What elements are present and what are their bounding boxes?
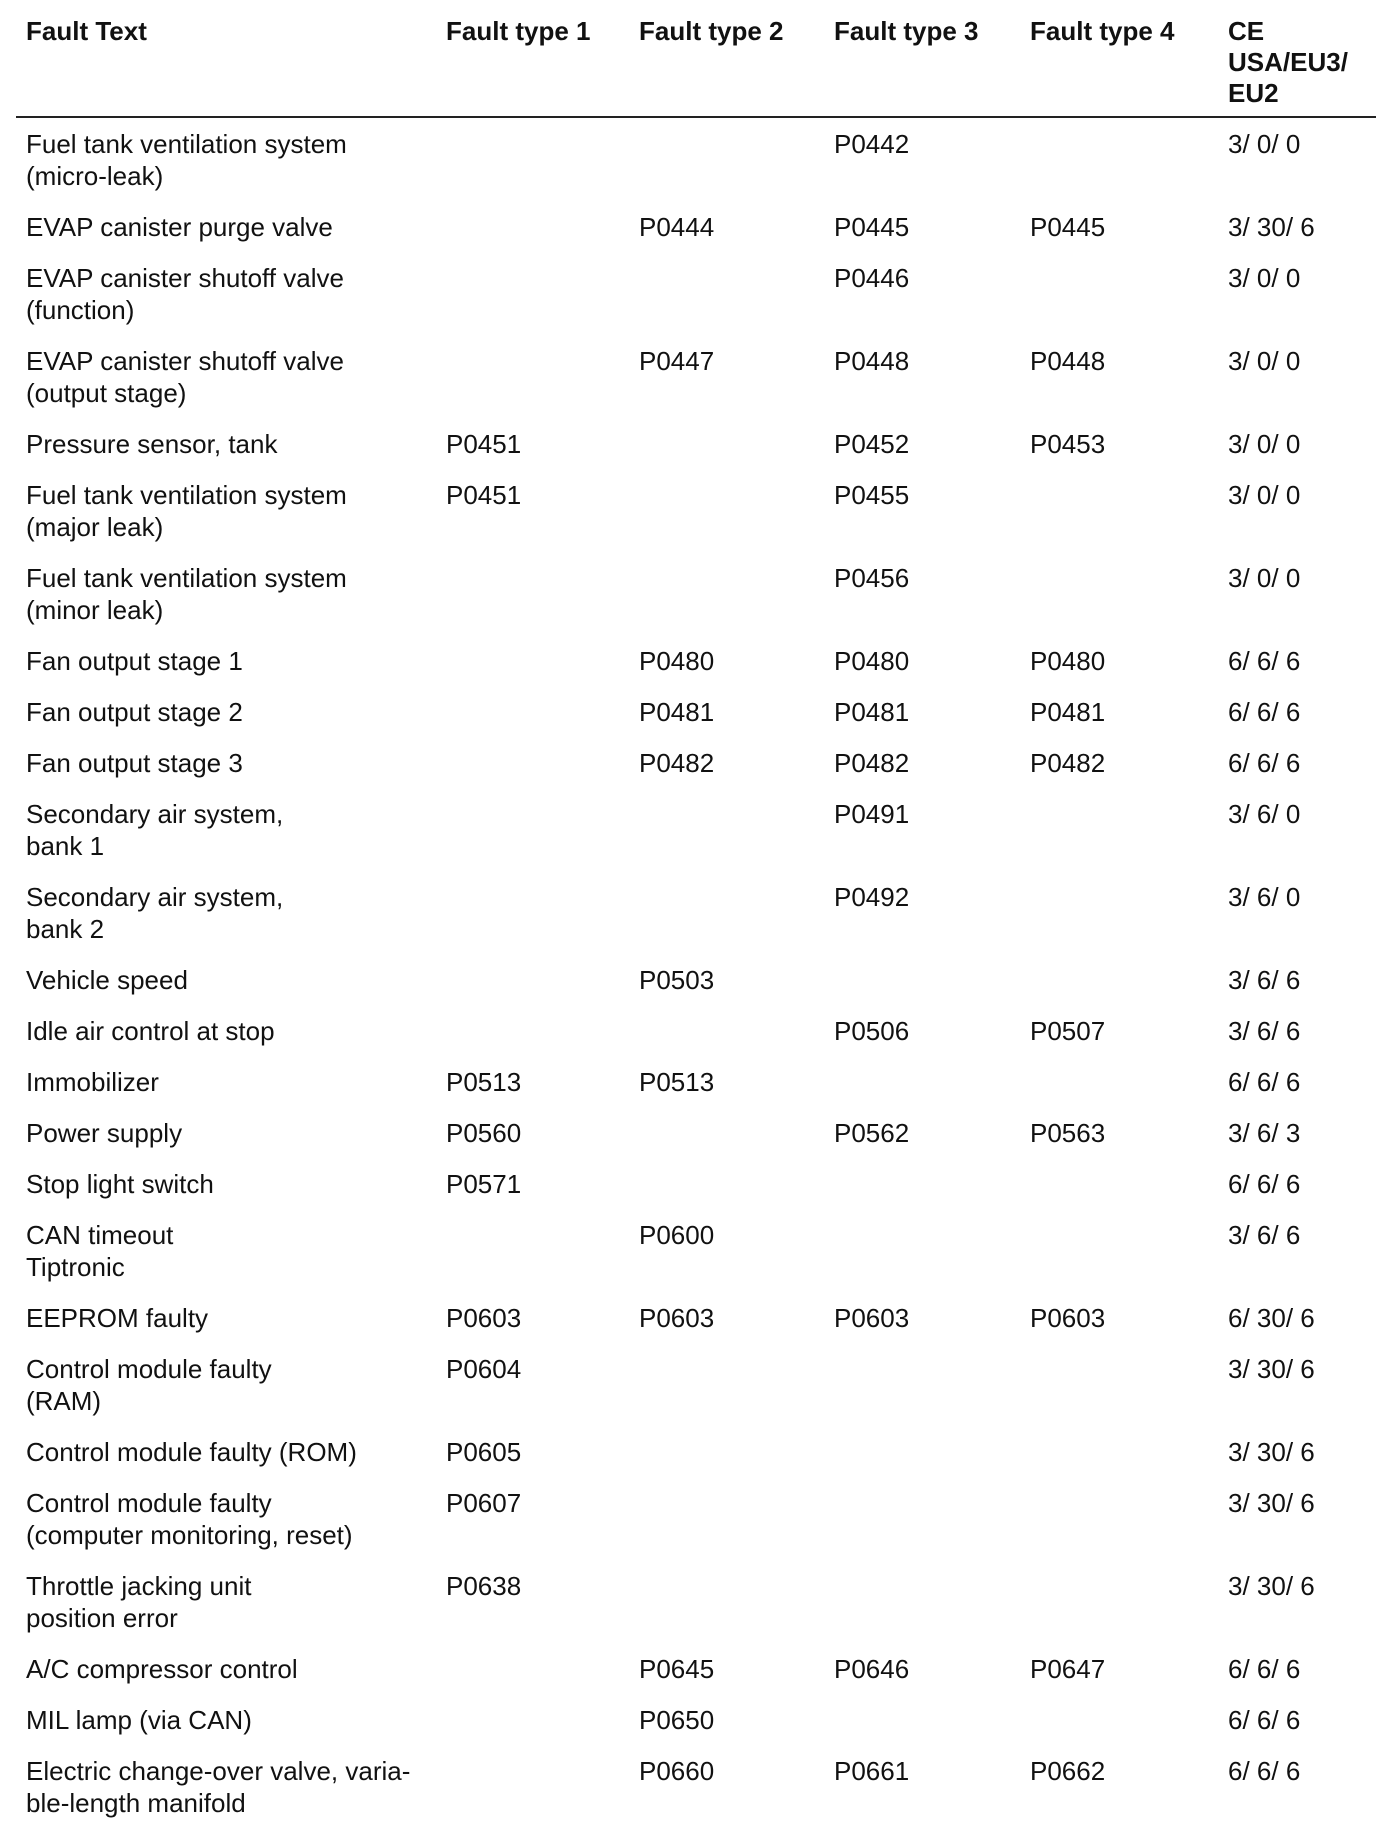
fault-type-1-cell xyxy=(436,335,629,418)
fault-type-3-cell xyxy=(824,1560,1020,1643)
fault-text-line: EVAP canister purge valve xyxy=(26,212,333,242)
fault-type-3-cell: P0492 xyxy=(834,882,910,912)
fault-type-4-cell xyxy=(1020,252,1218,335)
ce-value-cell: 3/ 0/ 0 xyxy=(1228,480,1301,510)
ce-value-cell: 3/ 30/ 6 xyxy=(1228,1571,1315,1601)
fault-type-1-cell: P0605 xyxy=(446,1437,522,1467)
fault-type-1-cell xyxy=(436,1209,629,1292)
fault-type-3-cell xyxy=(824,1426,1020,1477)
header-ce-line: CE xyxy=(1228,16,1265,46)
fault-text-line: Immobilizer xyxy=(26,1067,159,1097)
fault-text-line: Fuel tank ventilation system xyxy=(26,129,347,159)
fault-type-2-cell xyxy=(629,1426,824,1477)
fault-text-line: EVAP canister shutoff valve xyxy=(26,263,344,293)
fault-type-1-cell: P0638 xyxy=(446,1571,522,1601)
fault-text-line: (computer monitoring, reset) xyxy=(26,1520,353,1550)
fault-text-cell xyxy=(16,1158,436,1209)
fault-type-1-cell: P0451 xyxy=(446,480,522,510)
ce-value-cell: 6/ 6/ 6 xyxy=(1228,1654,1301,1684)
fault-type-2-cell: P0480 xyxy=(639,646,715,676)
fault-type-4-cell xyxy=(1020,871,1218,954)
fault-type-2-cell: P0645 xyxy=(639,1654,715,1684)
fault-type-2-cell xyxy=(629,117,824,201)
fault-type-3-cell: P0442 xyxy=(834,129,910,159)
header-ce-line: USA/EU3/ xyxy=(1228,47,1348,77)
fault-type-1-cell: P0560 xyxy=(446,1118,522,1148)
fault-type-1-cell xyxy=(436,635,629,686)
ce-value-cell: 6/ 6/ 6 xyxy=(1228,1705,1301,1735)
header-fault-type-4: Fault type 4 xyxy=(1020,14,1218,117)
fault-type-3-cell: P0446 xyxy=(834,263,910,293)
fault-text-line: EEPROM faulty xyxy=(26,1303,209,1333)
table-row xyxy=(16,1107,1376,1158)
table-row xyxy=(16,954,1376,1005)
fault-type-1-cell xyxy=(436,552,629,635)
ce-value-cell: 6/ 6/ 6 xyxy=(1228,1169,1301,1199)
fault-type-1-cell xyxy=(436,871,629,954)
fault-type-4-cell xyxy=(1020,1343,1218,1426)
fault-text-line: (major leak) xyxy=(26,512,164,542)
fault-text-line: CAN timeout xyxy=(26,1220,174,1250)
fault-type-4-cell: P0445 xyxy=(1030,212,1106,242)
fault-type-3-cell xyxy=(824,1694,1020,1745)
fault-text-line: Control module faulty xyxy=(26,1354,272,1384)
fault-type-2-cell xyxy=(629,469,824,552)
fault-text-line: MIL lamp (via CAN) xyxy=(26,1705,252,1735)
fault-type-4-cell: P0480 xyxy=(1030,646,1106,676)
ce-value-cell: 3/ 6/ 6 xyxy=(1228,1220,1301,1250)
fault-type-4-cell xyxy=(1020,552,1218,635)
fault-text-cell xyxy=(16,686,436,737)
fault-text-cell xyxy=(16,635,436,686)
fault-type-1-cell: P0604 xyxy=(446,1354,522,1384)
fault-type-3-cell: P0603 xyxy=(834,1303,910,1333)
fault-text-cell xyxy=(16,1694,436,1745)
fault-text-line: Fan output stage 1 xyxy=(26,646,243,676)
fault-type-3-cell: P0491 xyxy=(834,799,910,829)
fault-text-cell xyxy=(16,788,436,871)
fault-type-4-cell: P0662 xyxy=(1030,1756,1106,1786)
table-body xyxy=(16,117,1376,1828)
table-row xyxy=(16,686,1376,737)
fault-text-line: Vehicle speed xyxy=(26,965,188,995)
table-row xyxy=(16,1005,1376,1056)
ce-value-cell: 6/ 6/ 6 xyxy=(1228,748,1301,778)
fault-text-cell xyxy=(16,737,436,788)
fault-text-cell xyxy=(16,117,436,201)
ce-value-cell: 6/ 6/ 6 xyxy=(1228,1756,1301,1786)
fault-type-1-cell xyxy=(436,954,629,1005)
ce-value-cell: 3/ 6/ 6 xyxy=(1228,1016,1301,1046)
fault-type-3-cell xyxy=(824,954,1020,1005)
ce-value-cell: 3/ 0/ 0 xyxy=(1228,429,1301,459)
fault-type-2-cell: P0650 xyxy=(639,1705,715,1735)
fault-text-cell xyxy=(16,954,436,1005)
header-fault-type-1: Fault type 1 xyxy=(436,14,629,117)
fault-text-line: position error xyxy=(26,1603,178,1633)
fault-type-1-cell xyxy=(436,788,629,871)
fault-type-3-cell: P0445 xyxy=(834,212,910,242)
fault-type-3-cell: P0455 xyxy=(834,480,910,510)
header-ce-line: EU2 xyxy=(1228,78,1279,108)
fault-text-line: Throttle jacking unit xyxy=(26,1571,252,1601)
fault-text-line: (output stage) xyxy=(26,378,187,408)
ce-value-cell: 3/ 30/ 6 xyxy=(1228,1488,1315,1518)
header-fault-text: Fault Text xyxy=(16,14,436,117)
fault-type-1-cell: P0607 xyxy=(446,1488,522,1518)
fault-text-line: Fan output stage 3 xyxy=(26,748,243,778)
fault-text-line: (RAM) xyxy=(26,1386,102,1416)
fault-type-2-cell xyxy=(629,1560,824,1643)
fault-text-cell xyxy=(16,1056,436,1107)
table-row xyxy=(16,1745,1376,1828)
fault-type-1-cell: P0513 xyxy=(446,1067,522,1097)
fault-text-line: Secondary air system, xyxy=(26,882,284,912)
fault-type-3-cell: P0562 xyxy=(834,1118,910,1148)
table-row xyxy=(16,737,1376,788)
header-fault-type-2: Fault type 2 xyxy=(629,14,824,117)
fault-type-3-cell: P0661 xyxy=(834,1756,910,1786)
fault-type-4-cell xyxy=(1020,1560,1218,1643)
ce-value-cell: 3/ 30/ 6 xyxy=(1228,1354,1315,1384)
fault-code-document xyxy=(16,14,1376,1828)
fault-text-line: Tiptronic xyxy=(26,1252,125,1282)
ce-value-cell: 3/ 6/ 3 xyxy=(1228,1118,1301,1148)
fault-type-4-cell: P0647 xyxy=(1030,1654,1106,1684)
fault-text-line: bank 2 xyxy=(26,914,105,944)
fault-type-3-cell xyxy=(824,1343,1020,1426)
ce-value-cell: 6/ 6/ 6 xyxy=(1228,646,1301,676)
table-header xyxy=(16,14,1376,117)
fault-text-cell xyxy=(16,1426,436,1477)
fault-type-2-cell: P0447 xyxy=(639,346,715,376)
fault-text-line: Idle air control at stop xyxy=(26,1016,275,1046)
header-fault-type-3: Fault type 3 xyxy=(824,14,1020,117)
fault-type-2-cell xyxy=(629,418,824,469)
ce-value-cell: 3/ 6/ 6 xyxy=(1228,965,1301,995)
table-row xyxy=(16,1477,1376,1560)
fault-type-1-cell xyxy=(436,686,629,737)
fault-type-3-cell xyxy=(824,1158,1020,1209)
fault-type-2-cell: P0481 xyxy=(639,697,715,727)
fault-text-line: (micro-leak) xyxy=(26,161,164,191)
fault-text-line: EVAP canister shutoff valve xyxy=(26,346,344,376)
fault-type-3-cell xyxy=(824,1056,1020,1107)
fault-type-1-cell xyxy=(436,252,629,335)
table-row xyxy=(16,1694,1376,1745)
fault-type-4-cell: P0507 xyxy=(1030,1016,1106,1046)
fault-text-line: Electric change-over valve, varia- xyxy=(26,1756,411,1786)
fault-type-2-cell xyxy=(629,1107,824,1158)
table-row xyxy=(16,1426,1376,1477)
ce-value-cell: 6/ 6/ 6 xyxy=(1228,1067,1301,1097)
fault-text-line: Fuel tank ventilation system xyxy=(26,563,347,593)
fault-type-3-cell: P0480 xyxy=(834,646,910,676)
fault-type-2-cell: P0503 xyxy=(639,965,715,995)
fault-text-cell xyxy=(16,552,436,635)
fault-type-2-cell: P0513 xyxy=(639,1067,715,1097)
table-row xyxy=(16,335,1376,418)
fault-type-4-cell xyxy=(1020,954,1218,1005)
fault-type-4-cell xyxy=(1020,1158,1218,1209)
fault-text-cell xyxy=(16,418,436,469)
fault-type-1-cell: P0451 xyxy=(446,429,522,459)
ce-value-cell: 3/ 6/ 0 xyxy=(1228,882,1301,912)
ce-value-cell: 3/ 30/ 6 xyxy=(1228,212,1315,242)
fault-type-2-cell xyxy=(629,1477,824,1560)
fault-type-2-cell xyxy=(629,871,824,954)
table-row xyxy=(16,1560,1376,1643)
fault-type-4-cell xyxy=(1020,469,1218,552)
fault-type-1-cell xyxy=(436,201,629,252)
fault-type-1-cell xyxy=(436,1694,629,1745)
fault-text-line: Stop light switch xyxy=(26,1169,214,1199)
fault-code-table xyxy=(16,14,1376,1828)
fault-text-cell xyxy=(16,1745,436,1828)
fault-type-4-cell xyxy=(1020,117,1218,201)
table-row xyxy=(16,201,1376,252)
fault-type-4-cell xyxy=(1020,1694,1218,1745)
fault-text-cell xyxy=(16,1292,436,1343)
fault-type-2-cell xyxy=(629,1158,824,1209)
fault-type-3-cell: P0482 xyxy=(834,748,910,778)
fault-text-line: bank 1 xyxy=(26,831,105,861)
fault-type-2-cell xyxy=(629,252,824,335)
fault-type-4-cell: P0563 xyxy=(1030,1118,1106,1148)
fault-type-4-cell xyxy=(1020,1426,1218,1477)
ce-value-cell: 6/ 6/ 6 xyxy=(1228,697,1301,727)
fault-text-line: ble-length manifold xyxy=(26,1788,246,1818)
fault-type-1-cell xyxy=(436,1005,629,1056)
fault-text-line: (function) xyxy=(26,295,135,325)
fault-type-4-cell: P0482 xyxy=(1030,748,1106,778)
fault-text-cell xyxy=(16,1005,436,1056)
header-row xyxy=(16,14,1376,117)
fault-type-4-cell: P0603 xyxy=(1030,1303,1106,1333)
fault-type-2-cell xyxy=(629,552,824,635)
fault-text-cell xyxy=(16,1560,436,1643)
fault-text-cell xyxy=(16,1343,436,1426)
table-row xyxy=(16,635,1376,686)
fault-type-4-cell xyxy=(1020,1477,1218,1560)
fault-text-line: (minor leak) xyxy=(26,595,164,625)
fault-type-3-cell xyxy=(824,1477,1020,1560)
fault-type-2-cell: P0482 xyxy=(639,748,715,778)
fault-text-cell xyxy=(16,335,436,418)
fault-type-4-cell: P0481 xyxy=(1030,697,1106,727)
fault-type-4-cell: P0448 xyxy=(1030,346,1106,376)
fault-text-cell xyxy=(16,1643,436,1694)
table-row xyxy=(16,1158,1376,1209)
fault-text-cell xyxy=(16,201,436,252)
ce-value-cell: 3/ 0/ 0 xyxy=(1228,346,1301,376)
fault-type-4-cell xyxy=(1020,788,1218,871)
table-row xyxy=(16,1343,1376,1426)
fault-type-2-cell: P0600 xyxy=(639,1220,715,1250)
table-row xyxy=(16,418,1376,469)
table-row xyxy=(16,871,1376,954)
fault-text-line: Secondary air system, xyxy=(26,799,284,829)
fault-type-3-cell: P0481 xyxy=(834,697,910,727)
table-row xyxy=(16,1292,1376,1343)
header-ce xyxy=(1218,14,1376,117)
fault-type-1-cell xyxy=(436,737,629,788)
ce-value-cell: 3/ 0/ 0 xyxy=(1228,563,1301,593)
fault-type-3-cell: P0506 xyxy=(834,1016,910,1046)
fault-text-cell xyxy=(16,1477,436,1560)
ce-value-cell: 3/ 6/ 0 xyxy=(1228,799,1301,829)
table-row xyxy=(16,252,1376,335)
table-row xyxy=(16,1209,1376,1292)
fault-type-2-cell xyxy=(629,1343,824,1426)
fault-type-3-cell: P0646 xyxy=(834,1654,910,1684)
fault-type-4-cell xyxy=(1020,1056,1218,1107)
fault-text-line: Pressure sensor, tank xyxy=(26,429,278,459)
fault-text-line: Fuel tank ventilation system xyxy=(26,480,347,510)
table-row xyxy=(16,788,1376,871)
fault-type-2-cell: P0603 xyxy=(639,1303,715,1333)
ce-value-cell: 3/ 30/ 6 xyxy=(1228,1437,1315,1467)
fault-type-4-cell: P0453 xyxy=(1030,429,1106,459)
fault-text-line: A/C compressor control xyxy=(26,1654,298,1684)
fault-type-2-cell: P0660 xyxy=(639,1756,715,1786)
fault-type-1-cell: P0603 xyxy=(446,1303,522,1333)
table-row xyxy=(16,1056,1376,1107)
fault-text-cell xyxy=(16,469,436,552)
fault-text-cell xyxy=(16,252,436,335)
fault-type-1-cell: P0571 xyxy=(446,1169,522,1199)
fault-type-2-cell xyxy=(629,1005,824,1056)
fault-text-line: Power supply xyxy=(26,1118,183,1148)
fault-type-2-cell xyxy=(629,788,824,871)
fault-text-cell xyxy=(16,1107,436,1158)
fault-text-cell xyxy=(16,1209,436,1292)
fault-type-2-cell: P0444 xyxy=(639,212,715,242)
fault-type-3-cell xyxy=(824,1209,1020,1292)
fault-text-line: Control module faulty xyxy=(26,1488,272,1518)
fault-text-line: Control module faulty (ROM) xyxy=(26,1437,357,1467)
table-row xyxy=(16,469,1376,552)
table-row xyxy=(16,552,1376,635)
fault-type-4-cell xyxy=(1020,1209,1218,1292)
ce-value-cell: 3/ 0/ 0 xyxy=(1228,263,1301,293)
ce-value-cell: 3/ 0/ 0 xyxy=(1228,129,1301,159)
fault-type-3-cell: P0448 xyxy=(834,346,910,376)
fault-type-1-cell xyxy=(436,1745,629,1828)
ce-value-cell: 6/ 30/ 6 xyxy=(1228,1303,1315,1333)
fault-type-3-cell: P0456 xyxy=(834,563,910,593)
fault-text-cell xyxy=(16,871,436,954)
table-row xyxy=(16,1643,1376,1694)
fault-type-1-cell xyxy=(436,1643,629,1694)
fault-text-line: Fan output stage 2 xyxy=(26,697,243,727)
table-row xyxy=(16,117,1376,201)
fault-type-3-cell: P0452 xyxy=(834,429,910,459)
fault-type-1-cell xyxy=(436,117,629,201)
